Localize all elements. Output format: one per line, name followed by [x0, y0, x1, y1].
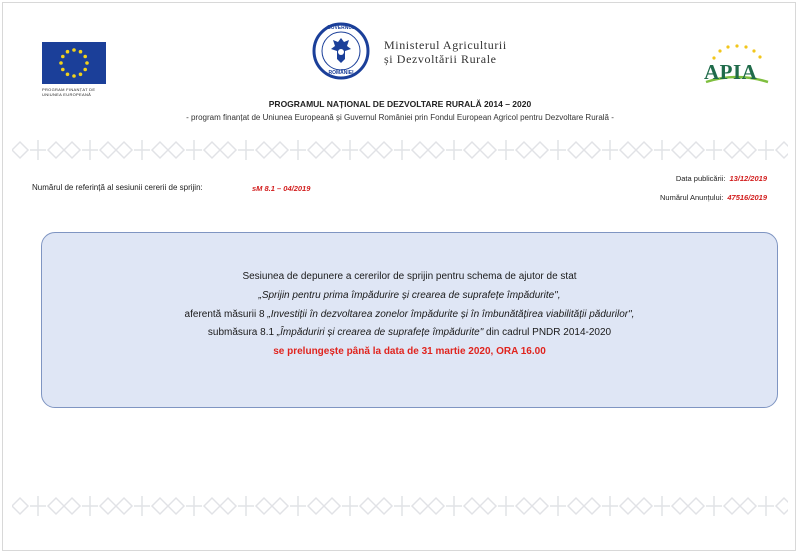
eu-flag-logo [42, 42, 106, 98]
publication-date-value: 13/12/2019 [729, 174, 767, 183]
announcement-number-value: 47516/2019 [727, 193, 767, 202]
eu-flag-icon [42, 42, 106, 84]
eu-caption: PROGRAM FINANȚAT DE UNIUNEA EUROPEANĂ [42, 87, 96, 97]
notice-box [41, 232, 778, 408]
program-subtitle: - program finanțat de Uniunea Europeană și Guvernul României prin Fondul European Agricol pentru Dezvoltare Rurală - [186, 113, 614, 122]
notice-line-1: Sesiunea de depunere a cererilor de sprijin pentru schema de ajutor de stat [242, 271, 577, 282]
publication-date-line [676, 174, 767, 183]
government-seal-logo [312, 22, 370, 80]
reference-value: sM 8.1 – 04/2019 [252, 184, 311, 193]
ornament-band-top [12, 134, 788, 166]
announcement-number-label: Numărul Anunțului: [660, 193, 724, 202]
seal-bottom-text: ROMÂNIEI [328, 70, 354, 76]
apia-logo-text: APIA [704, 60, 758, 84]
announcement-number-line [660, 193, 767, 202]
extension-deadline: se prelungește până la data de 31 martie 2020, ORA 16.00 [273, 346, 546, 357]
notice-line-2: „Sprijin pentru prima împădurire și crearea de suprafețe împădurite", [258, 290, 561, 301]
publication-date-label: Data publicării: [675, 174, 726, 183]
ministry-name: Ministerul Agriculturii și Dezvoltării Rurale [384, 38, 507, 66]
ornament-band-bottom [12, 490, 788, 522]
seal-top-text: GUVERNUL [326, 25, 356, 31]
notice-line-4: submăsura 8.1 „Împăduriri și crearea de suprafețe împădurite" din cadrul PNDR 2014-2020 [207, 327, 612, 338]
reference-label: Numărul de referință al sesiunii cererii de sprijin: [32, 183, 203, 192]
notice-line-3: aferentă măsurii 8 „Investiții în dezvoltarea zonelor împădurite și în îmbunătățirea viabilității pădurilor", [184, 309, 635, 320]
program-title: PROGRAMUL NAȚIONAL DE DEZVOLTARE RURALĂ 2014 – 2020 [268, 99, 532, 109]
